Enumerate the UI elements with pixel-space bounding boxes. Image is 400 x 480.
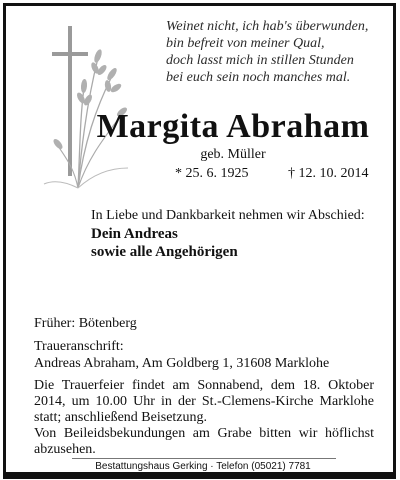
poem-line: bin befreit von meiner Qual,: [166, 36, 325, 51]
death-date: † 12. 10. 2014: [288, 166, 369, 181]
deceased-name: Margita Abraham: [96, 108, 370, 145]
mourner-line: Dein Andreas: [91, 226, 178, 242]
address-label: Traueranschrift:: [34, 339, 124, 354]
origin-line: Früher: Bötenberg: [34, 316, 137, 331]
funeral-details: Die Trauerfeier findet am Sonnabend, dem 18. Oktober 2014, um 10.00 Uhr in der St.-Clemens-Kirche Marklohe statt; anschließend Beisetzung.: [34, 378, 374, 425]
poem-line: Weinet nicht, ich hab's überwunden,: [166, 19, 369, 34]
maiden-name: geb. Müller: [200, 147, 266, 162]
bottom-bar: [3, 474, 396, 479]
poem: [166, 18, 394, 86]
poem-line: bei euch sein noch manches mal.: [166, 70, 351, 85]
mourners: [91, 225, 238, 261]
address-value: Andreas Abraham, Am Goldberg 1, 31608 Marklohe: [34, 356, 330, 371]
mourning-address: [34, 338, 329, 372]
condolence-note: Von Beileidsbekundungen am Grabe bitten wir höflichst abzusehen.: [34, 426, 374, 457]
mourner-line: sowie alle Angehörigen: [91, 244, 238, 260]
footer-divider: [72, 458, 336, 459]
undertaker-footer: Bestattungshaus Gerking · Telefon (05021) 7781: [95, 461, 311, 472]
poem-line: doch lasst mich in stillen Stunden: [166, 53, 354, 68]
birth-date: * 25. 6. 1925: [175, 166, 249, 181]
farewell-line: In Liebe und Dankbarkeit nehmen wir Abschied:: [91, 208, 365, 223]
